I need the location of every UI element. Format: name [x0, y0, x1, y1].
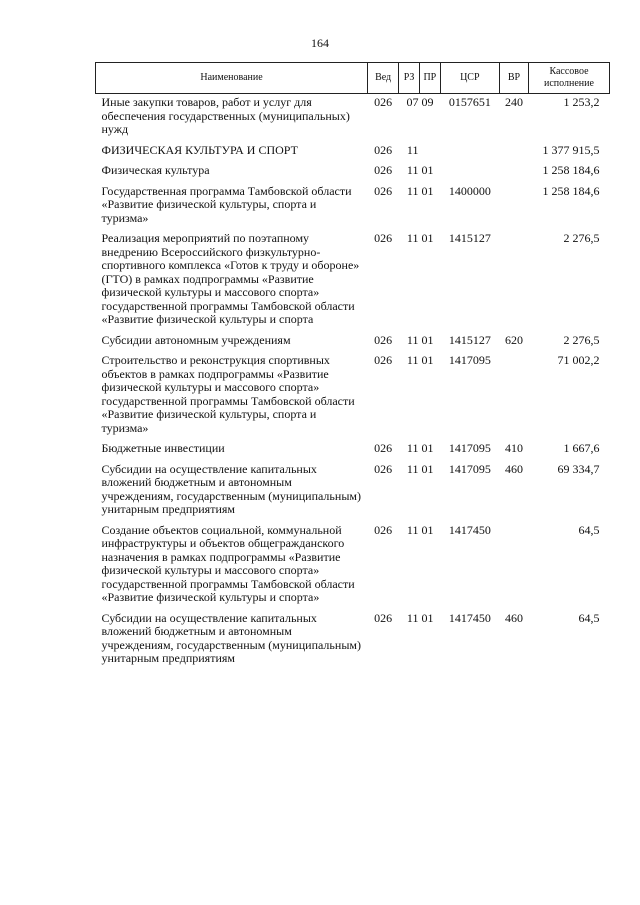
- table-row: [96, 440, 610, 461]
- row-csr: 1415127: [448, 231, 491, 245]
- row-vr: [499, 162, 528, 183]
- row-name: Создание объектов социальной, коммунальной инфраструктуры и объектов общегражданского назначения в рамках подпрограммы «Развитие физической культуры и массового спорта» государственной программы Тамбовской области «Развитие физической культуры и спорта»: [101, 522, 355, 604]
- table-row: [96, 332, 610, 353]
- row-name: Строительство и реконструкция спортивных объектов в рамках подпрограммы «Развитие физической культуры и массового спорта» государственной программы Тамбовской области «Развитие физической культуры, спорта и туризма»: [101, 353, 355, 435]
- row-name: Иные закупки товаров, работ и услуг для обеспечения государственных (муниципальных) нужд: [101, 95, 350, 136]
- row-name: Субсидии на осуществление капитальных вложений бюджетным и автономным учреждениям, государственным (муниципальным) унитарным предприятиям: [101, 461, 361, 516]
- row-rz: 11: [406, 353, 419, 367]
- row-ved: 026: [374, 610, 393, 625]
- row-sum: 71 002,2: [557, 353, 600, 367]
- row-vr: [499, 522, 528, 610]
- row-ved: 026: [374, 183, 393, 198]
- row-vr: 240: [504, 95, 523, 109]
- row-pr: 01: [421, 610, 434, 625]
- row-pr: 01: [421, 231, 434, 245]
- row-name: Субсидии автономным учреждениям: [101, 332, 291, 347]
- row-csr: 1415127: [448, 332, 491, 347]
- row-rz: 11: [406, 231, 419, 245]
- row-ved: 026: [374, 95, 393, 109]
- row-ved: 026: [374, 461, 393, 476]
- row-pr: 09: [421, 95, 434, 109]
- row-pr: 01: [421, 183, 434, 198]
- row-pr: 01: [421, 332, 434, 347]
- row-rz: 11: [406, 441, 419, 455]
- row-rz: 11: [406, 183, 419, 198]
- row-rz: 11: [406, 332, 419, 347]
- table-row: [96, 94, 610, 142]
- row-vr: 460: [504, 610, 523, 625]
- table-row: [96, 352, 610, 440]
- row-pr: 01: [421, 163, 434, 177]
- row-sum: 64,5: [578, 610, 600, 625]
- row-sum: 69 334,7: [557, 461, 600, 476]
- table-row: [96, 522, 610, 610]
- row-csr: 1417095: [448, 441, 491, 455]
- table-row: [96, 230, 610, 332]
- row-vr: 410: [504, 441, 523, 455]
- row-csr: 1417450: [448, 522, 491, 537]
- row-vr: [499, 230, 528, 332]
- row-vr: [499, 352, 528, 440]
- row-rz: 07: [406, 95, 419, 109]
- row-ved: 026: [374, 332, 393, 347]
- row-name: Бюджетные инвестиции: [101, 441, 225, 455]
- row-name: Субсидии на осуществление капитальных вложений бюджетным и автономным учреждениям, государственным (муниципальным) унитарным предприятиям: [101, 610, 361, 665]
- table-header-row: [96, 63, 610, 94]
- row-csr: 1417095: [448, 461, 491, 476]
- row-name: Физическая культура: [101, 163, 210, 177]
- row-pr: 01: [421, 522, 434, 537]
- header-name: Наименование: [96, 63, 368, 94]
- row-csr: 1417450: [448, 610, 491, 625]
- row-rz: 11: [406, 461, 419, 476]
- row-csr: 1400000: [448, 183, 491, 198]
- row-sum: 2 276,5: [563, 231, 600, 245]
- row-ved: 026: [374, 353, 393, 367]
- row-csr: [440, 162, 499, 183]
- table-row: [96, 142, 610, 163]
- row-sum: 1 258 184,6: [542, 183, 600, 198]
- row-pr: 01: [421, 441, 434, 455]
- row-vr: 460: [504, 461, 523, 476]
- row-vr: [499, 183, 528, 231]
- row-csr: [440, 142, 499, 163]
- row-name: ФИЗИЧЕСКАЯ КУЛЬТУРА И СПОРТ: [101, 142, 298, 157]
- row-sum: 1 377 915,5: [542, 142, 600, 157]
- table-row: [96, 610, 610, 671]
- row-name: Государственная программа Тамбовской области «Развитие физической культуры, спорта и туризма»: [101, 183, 352, 225]
- table-row: [96, 162, 610, 183]
- row-sum: 64,5: [578, 522, 600, 537]
- row-ved: 026: [374, 522, 393, 537]
- row-ved: 026: [374, 441, 393, 455]
- row-ved: 026: [374, 231, 393, 245]
- table-row: [96, 461, 610, 522]
- row-ved: 026: [374, 163, 393, 177]
- row-rz: 11: [406, 610, 419, 625]
- row-rz: 11: [406, 522, 419, 537]
- table-row: [96, 183, 610, 231]
- row-sum: 1 667,6: [563, 441, 600, 455]
- row-csr: 0157651: [448, 95, 491, 109]
- row-vr: [499, 142, 528, 163]
- header-sum: Кассовое исполнение: [528, 63, 609, 94]
- row-sum: 2 276,5: [563, 332, 600, 347]
- header-vr: ВР: [499, 63, 528, 94]
- header-pr: ПР: [419, 63, 440, 94]
- header-rz: РЗ: [399, 63, 420, 94]
- row-sum: 1 258 184,6: [542, 163, 600, 177]
- row-pr: [419, 142, 440, 163]
- row-pr: 01: [421, 461, 434, 476]
- row-pr: 01: [421, 353, 434, 367]
- row-name: Реализация мероприятий по поэтапному внедрению Всероссийского физкультурно-спортивного комплекса «Готов к труду и обороне» (ГТО) в рамках подпрограммы «Развитие физической культуры и массового спорта» государственной программы Тамбовской области «Развитие физической культуры и спорта: [101, 231, 360, 326]
- row-rz: 11: [406, 142, 419, 157]
- header-csr: ЦСР: [440, 63, 499, 94]
- header-ved: Вед: [368, 63, 399, 94]
- budget-table: [95, 62, 610, 671]
- row-sum: 1 253,2: [563, 95, 600, 109]
- row-rz: 11: [406, 163, 419, 177]
- row-csr: 1417095: [448, 353, 491, 367]
- row-vr: 620: [504, 332, 523, 347]
- row-ved: 026: [374, 142, 393, 157]
- page-number: 164: [311, 36, 329, 50]
